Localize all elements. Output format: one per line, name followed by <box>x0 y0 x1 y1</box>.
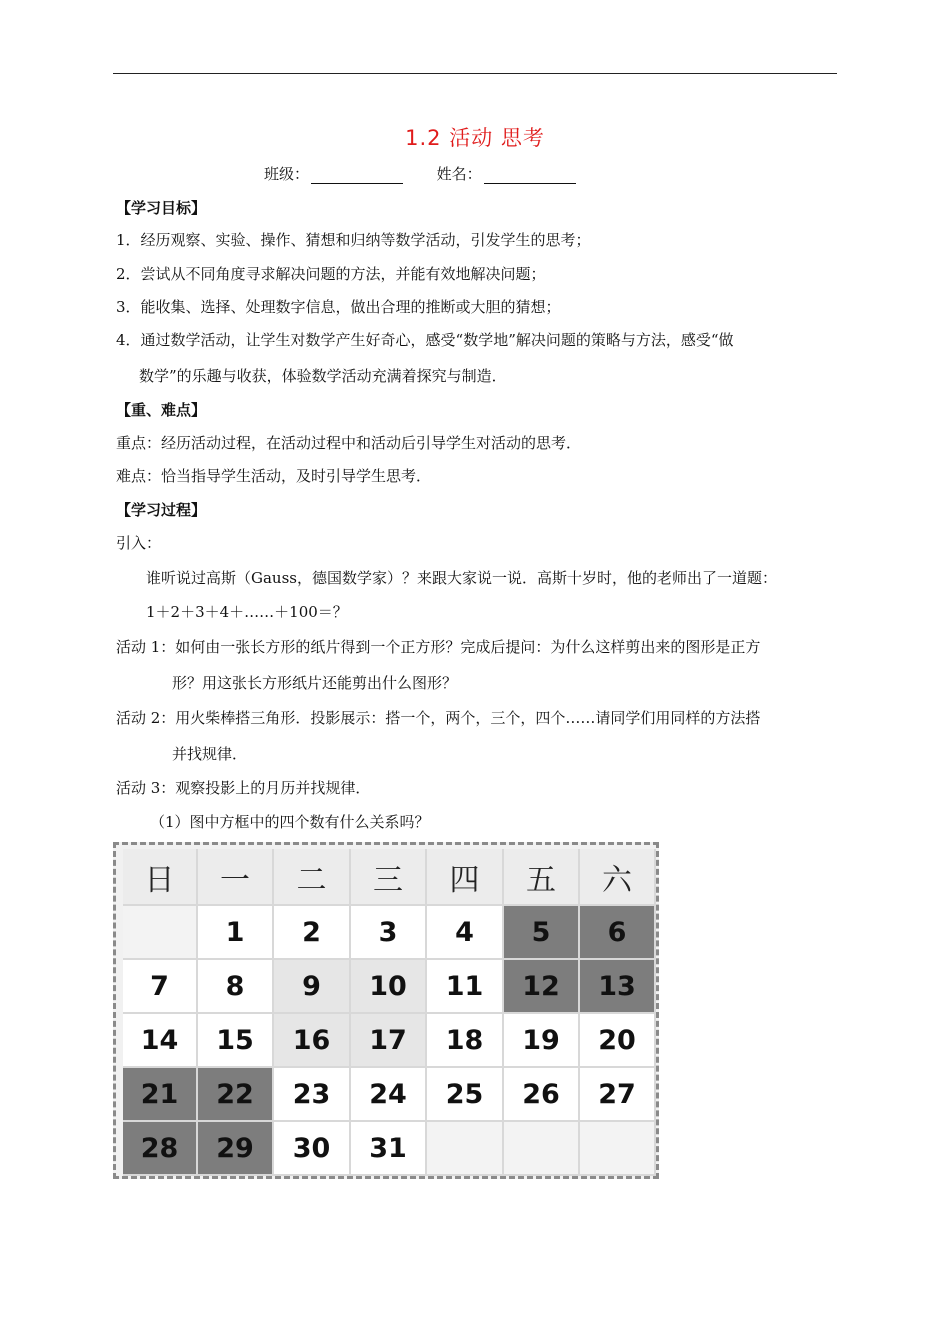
calendar-day: 4 <box>427 906 504 960</box>
activity-1-cont: 形？用这张长方形纸片还能剪出什么图形？ <box>172 674 458 692</box>
calendar-day: 17 <box>351 1014 427 1068</box>
calendar-day: 22 <box>198 1068 274 1122</box>
calendar-grid <box>123 849 656 1176</box>
calendar-day: 6 <box>580 906 656 960</box>
calendar-day: 23 <box>274 1068 351 1122</box>
calendar-day: 24 <box>351 1068 427 1122</box>
objective-item: 4．通过数学活动，让学生对数学产生好奇心，感受“数学地”解决问题的策略与方法，感受“做 <box>116 331 734 349</box>
calendar-day: 5 <box>504 906 580 960</box>
objective-item-cont: 数学”的乐趣与收获，体验数学活动充满着探究与制造． <box>139 367 507 385</box>
calendar-weekday: 一 <box>198 849 274 906</box>
calendar-empty-cell <box>504 1122 580 1176</box>
calendar-day: 20 <box>580 1014 656 1068</box>
objective-item: 3．能收集、选择、处理数字信息，做出合理的推断或大胆的猜想； <box>116 298 561 316</box>
calendar-day: 2 <box>274 906 351 960</box>
calendar-weekday: 日 <box>123 849 198 906</box>
calendar-weekday: 四 <box>427 849 504 906</box>
calendar-day: 7 <box>123 960 198 1014</box>
calendar-empty-cell <box>427 1122 504 1176</box>
calendar-day: 1 <box>198 906 274 960</box>
calendar-day: 28 <box>123 1122 198 1176</box>
name-blank[interactable] <box>484 169 576 184</box>
calendar-day: 11 <box>427 960 504 1014</box>
calendar-day: 30 <box>274 1122 351 1176</box>
intro-label: 引入： <box>116 534 162 552</box>
calendar-day: 21 <box>123 1068 198 1122</box>
calendar-day: 25 <box>427 1068 504 1122</box>
calendar-day: 19 <box>504 1014 580 1068</box>
keypoints-heading: 【重、难点】 <box>116 401 207 419</box>
calendar-day: 9 <box>274 960 351 1014</box>
calendar-weekday: 三 <box>351 849 427 906</box>
objective-item: 1．经历观察、实验、操作、猜想和归纳等数学活动，引发学生的思考； <box>116 231 591 249</box>
calendar-day: 16 <box>274 1014 351 1068</box>
student-info <box>264 164 576 184</box>
calendar-empty-cell <box>580 1122 656 1176</box>
calendar-weekday: 二 <box>274 849 351 906</box>
key-point: 重点：经历活动过程，在活动过程中和活动后引导学生对活动的思考． <box>116 434 582 452</box>
calendar-day: 12 <box>504 960 580 1014</box>
calendar-day: 13 <box>580 960 656 1014</box>
calendar-weekday: 五 <box>504 849 580 906</box>
calendar-day: 31 <box>351 1122 427 1176</box>
activity-3: 活动 3：观察投影上的月历并找规律． <box>116 779 371 797</box>
calendar-day: 18 <box>427 1014 504 1068</box>
intro-formula: 1＋2＋3＋4＋……＋100＝？ <box>146 603 348 621</box>
objective-item: 2．尝试从不同角度寻求解决问题的方法，并能有效地解决问题； <box>116 265 546 283</box>
page-title: 1.2 活动 思考 <box>405 126 545 150</box>
activity-2: 活动 2：用火柴棒搭三角形．投影展示：搭一个，两个，三个，四个……请同学们用同样的方法搭 <box>116 709 761 727</box>
name-label: 姓名： <box>436 165 482 183</box>
calendar-day: 29 <box>198 1122 274 1176</box>
calendar-day: 27 <box>580 1068 656 1122</box>
calendar-day: 10 <box>351 960 427 1014</box>
question-1: （1）图中方框中的四个数有什么关系吗？ <box>150 813 430 831</box>
header-rule <box>113 73 837 74</box>
objectives-heading: 【学习目标】 <box>116 199 207 217</box>
process-heading: 【学习过程】 <box>116 501 207 519</box>
class-label: 班级： <box>264 165 310 183</box>
calendar-weekday: 六 <box>580 849 656 906</box>
activity-2-cont: 并找规律． <box>172 745 248 763</box>
calendar-day: 14 <box>123 1014 198 1068</box>
calendar-day: 8 <box>198 960 274 1014</box>
activity-1: 活动 1：如何由一张长方形的纸片得到一个正方形？完成后提问：为什么这样剪出来的图形是正方 <box>116 638 761 656</box>
difficult-point: 难点：恰当指导学生活动，及时引导学生思考． <box>116 467 432 485</box>
calendar-empty-cell <box>123 906 198 960</box>
calendar-day: 26 <box>504 1068 580 1122</box>
calendar-day: 3 <box>351 906 427 960</box>
class-blank[interactable] <box>311 169 403 184</box>
intro-text: 谁听说过高斯（Gauss，德国数学家）？来跟大家说一说．高斯十岁时，他的老师出了一道题： <box>146 569 777 587</box>
calendar-day: 15 <box>198 1014 274 1068</box>
calendar-figure <box>113 842 659 1179</box>
